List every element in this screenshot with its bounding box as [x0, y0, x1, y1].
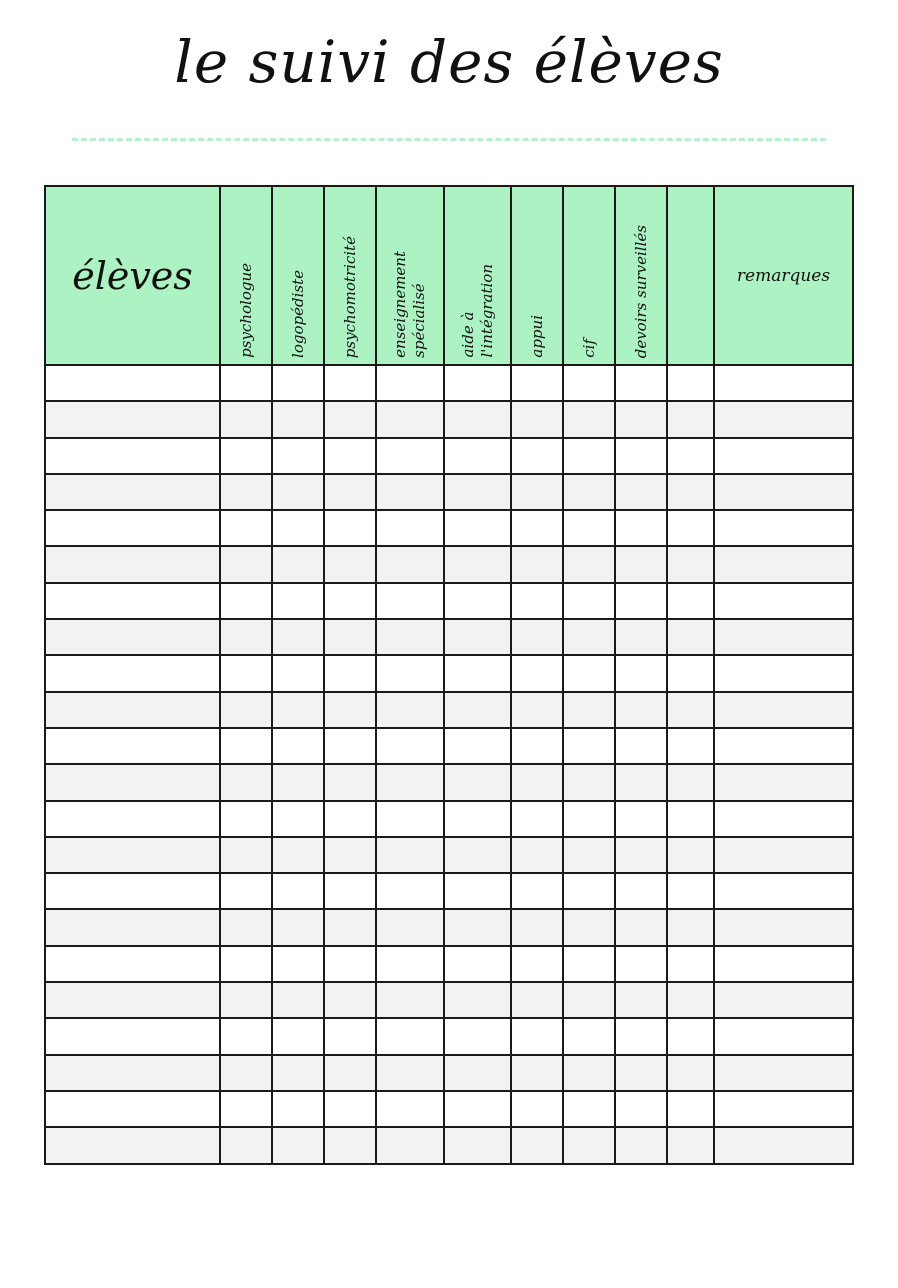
remarks-cell[interactable]: [714, 583, 853, 619]
student-name-cell[interactable]: [45, 438, 220, 474]
cell-enseignement-specialise[interactable]: [376, 909, 444, 945]
cell-psychomotricite[interactable]: [324, 619, 376, 655]
cell-aide-integration[interactable]: [444, 619, 511, 655]
column-label-aide-integration: aide à l'intégration: [458, 264, 496, 358]
table-row: [45, 655, 853, 691]
cell-blank[interactable]: [667, 438, 714, 474]
cell-psychomotricite[interactable]: [324, 1091, 376, 1127]
student-name-cell[interactable]: [45, 873, 220, 909]
remarks-cell[interactable]: [714, 438, 853, 474]
cell-psychologue[interactable]: [220, 365, 272, 401]
cell-psychomotricite[interactable]: [324, 1055, 376, 1091]
remarks-cell[interactable]: [714, 1018, 853, 1054]
cell-devoirs-surveilles[interactable]: [615, 1091, 667, 1127]
cell-psychologue[interactable]: [220, 909, 272, 945]
cell-cif[interactable]: [563, 1091, 615, 1127]
cell-logopediste[interactable]: [272, 873, 324, 909]
cell-devoirs-surveilles[interactable]: [615, 546, 667, 582]
cell-logopediste[interactable]: [272, 1018, 324, 1054]
cell-psychomotricite[interactable]: [324, 655, 376, 691]
cell-appui[interactable]: [511, 365, 563, 401]
cell-logopediste[interactable]: [272, 365, 324, 401]
cell-logopediste[interactable]: [272, 946, 324, 982]
column-label-appui: appui: [527, 315, 546, 358]
cell-psychomotricite[interactable]: [324, 546, 376, 582]
cell-enseignement-specialise[interactable]: [376, 873, 444, 909]
cell-aide-integration[interactable]: [444, 728, 511, 764]
cell-cif[interactable]: [563, 946, 615, 982]
cell-psychologue[interactable]: [220, 1055, 272, 1091]
student-name-cell[interactable]: [45, 655, 220, 691]
cell-blank[interactable]: [667, 982, 714, 1018]
cell-appui[interactable]: [511, 1018, 563, 1054]
header-row: [45, 186, 853, 365]
cell-cif[interactable]: [563, 728, 615, 764]
cell-devoirs-surveilles[interactable]: [615, 909, 667, 945]
remarks-cell[interactable]: [714, 837, 853, 873]
cell-aide-integration[interactable]: [444, 873, 511, 909]
cell-blank[interactable]: [667, 1055, 714, 1091]
students-header: élèves: [45, 186, 220, 365]
cell-logopediste[interactable]: [272, 982, 324, 1018]
table-body: [45, 365, 853, 1164]
table-row: [45, 1055, 853, 1091]
cell-enseignement-specialise[interactable]: [376, 546, 444, 582]
cell-enseignement-specialise[interactable]: [376, 474, 444, 510]
student-name-cell[interactable]: [45, 692, 220, 728]
remarks-header: remarques: [714, 186, 853, 365]
cell-enseignement-specialise[interactable]: [376, 619, 444, 655]
cell-psychologue[interactable]: [220, 837, 272, 873]
cell-blank[interactable]: [667, 365, 714, 401]
remarks-cell[interactable]: [714, 692, 853, 728]
table-row: [45, 801, 853, 837]
cell-blank[interactable]: [667, 728, 714, 764]
cell-enseignement-specialise[interactable]: [376, 510, 444, 546]
cell-aide-integration[interactable]: [444, 1055, 511, 1091]
column-label-enseignement-specialise: enseignement spécialisé: [391, 251, 428, 358]
cell-psychologue[interactable]: [220, 401, 272, 437]
remarks-cell[interactable]: [714, 909, 853, 945]
cell-aide-integration[interactable]: [444, 474, 511, 510]
column-header-enseignement-specialise: [376, 186, 444, 365]
cell-appui[interactable]: [511, 909, 563, 945]
cell-logopediste[interactable]: [272, 692, 324, 728]
cell-logopediste[interactable]: [272, 1055, 324, 1091]
cell-logopediste[interactable]: [272, 510, 324, 546]
cell-appui[interactable]: [511, 401, 563, 437]
cell-logopediste[interactable]: [272, 619, 324, 655]
remarks-cell[interactable]: [714, 510, 853, 546]
cell-appui[interactable]: [511, 728, 563, 764]
column-header-blank: [667, 186, 714, 365]
cell-devoirs-surveilles[interactable]: [615, 764, 667, 800]
student-name-cell[interactable]: [45, 401, 220, 437]
column-header-logopediste: [272, 186, 324, 365]
cell-blank[interactable]: [667, 583, 714, 619]
cell-appui[interactable]: [511, 1091, 563, 1127]
cell-psychologue[interactable]: [220, 546, 272, 582]
column-label-cif: cif: [579, 339, 598, 358]
cell-appui[interactable]: [511, 655, 563, 691]
column-label-psychologue: psychologue: [236, 263, 255, 358]
cell-enseignement-specialise[interactable]: [376, 982, 444, 1018]
cell-psychomotricite[interactable]: [324, 764, 376, 800]
cell-blank[interactable]: [667, 619, 714, 655]
cell-logopediste[interactable]: [272, 546, 324, 582]
cell-appui[interactable]: [511, 982, 563, 1018]
cell-blank[interactable]: [667, 401, 714, 437]
student-name-cell[interactable]: [45, 764, 220, 800]
cell-devoirs-surveilles[interactable]: [615, 1055, 667, 1091]
cell-appui[interactable]: [511, 510, 563, 546]
cell-psychomotricite[interactable]: [324, 510, 376, 546]
student-name-cell[interactable]: [45, 619, 220, 655]
cell-psychomotricite[interactable]: [324, 474, 376, 510]
cell-appui[interactable]: [511, 946, 563, 982]
cell-devoirs-surveilles[interactable]: [615, 619, 667, 655]
cell-appui[interactable]: [511, 801, 563, 837]
cell-blank[interactable]: [667, 692, 714, 728]
cell-blank[interactable]: [667, 764, 714, 800]
table-row: [45, 873, 853, 909]
cell-psychologue[interactable]: [220, 764, 272, 800]
remarks-cell[interactable]: [714, 1055, 853, 1091]
cell-psychomotricite[interactable]: [324, 946, 376, 982]
table-row: [45, 946, 853, 982]
student-name-cell[interactable]: [45, 365, 220, 401]
column-header-appui: [511, 186, 563, 365]
cell-logopediste[interactable]: [272, 438, 324, 474]
cell-blank[interactable]: [667, 837, 714, 873]
table-row: [45, 1091, 853, 1127]
cell-cif[interactable]: [563, 546, 615, 582]
column-header-psychologue: [220, 186, 272, 365]
cell-cif[interactable]: [563, 764, 615, 800]
cell-cif[interactable]: [563, 1127, 615, 1163]
cell-logopediste[interactable]: [272, 655, 324, 691]
remarks-cell[interactable]: [714, 728, 853, 764]
cell-enseignement-specialise[interactable]: [376, 365, 444, 401]
cell-blank[interactable]: [667, 474, 714, 510]
cell-psychomotricite[interactable]: [324, 692, 376, 728]
cell-enseignement-specialise[interactable]: [376, 1127, 444, 1163]
table-row: [45, 546, 853, 582]
cell-psychomotricite[interactable]: [324, 583, 376, 619]
tracking-table: [44, 185, 854, 1165]
cell-psychologue[interactable]: [220, 474, 272, 510]
cell-psychologue[interactable]: [220, 1091, 272, 1127]
cell-appui[interactable]: [511, 764, 563, 800]
cell-enseignement-specialise[interactable]: [376, 583, 444, 619]
cell-psychologue[interactable]: [220, 619, 272, 655]
cell-enseignement-specialise[interactable]: [376, 438, 444, 474]
cell-enseignement-specialise[interactable]: [376, 655, 444, 691]
table-row: [45, 438, 853, 474]
cell-aide-integration[interactable]: [444, 982, 511, 1018]
student-name-cell[interactable]: [45, 474, 220, 510]
student-name-cell[interactable]: [45, 801, 220, 837]
cell-appui[interactable]: [511, 438, 563, 474]
cell-devoirs-surveilles[interactable]: [615, 801, 667, 837]
cell-psychologue[interactable]: [220, 510, 272, 546]
cell-cif[interactable]: [563, 692, 615, 728]
cell-enseignement-specialise[interactable]: [376, 1018, 444, 1054]
cell-enseignement-specialise[interactable]: [376, 1091, 444, 1127]
cell-cif[interactable]: [563, 438, 615, 474]
cell-psychomotricite[interactable]: [324, 401, 376, 437]
table-row: [45, 583, 853, 619]
remarks-cell[interactable]: [714, 619, 853, 655]
cell-blank[interactable]: [667, 655, 714, 691]
cell-devoirs-surveilles[interactable]: [615, 982, 667, 1018]
cell-logopediste[interactable]: [272, 764, 324, 800]
column-header-psychomotricite: [324, 186, 376, 365]
cell-aide-integration[interactable]: [444, 764, 511, 800]
column-header-devoirs-surveilles: [615, 186, 667, 365]
cell-aide-integration[interactable]: [444, 401, 511, 437]
cell-logopediste[interactable]: [272, 909, 324, 945]
cell-logopediste[interactable]: [272, 728, 324, 764]
remarks-cell[interactable]: [714, 546, 853, 582]
cell-aide-integration[interactable]: [444, 692, 511, 728]
column-label-logopediste: logopédiste: [288, 270, 307, 358]
cell-appui[interactable]: [511, 837, 563, 873]
cell-blank[interactable]: [667, 1018, 714, 1054]
cell-aide-integration[interactable]: [444, 365, 511, 401]
cell-blank[interactable]: [667, 546, 714, 582]
cell-cif[interactable]: [563, 982, 615, 1018]
cell-aide-integration[interactable]: [444, 1127, 511, 1163]
cell-enseignement-specialise[interactable]: [376, 1055, 444, 1091]
student-name-cell[interactable]: [45, 837, 220, 873]
cell-cif[interactable]: [563, 619, 615, 655]
cell-psychomotricite[interactable]: [324, 728, 376, 764]
cell-psychomotricite[interactable]: [324, 837, 376, 873]
student-name-cell[interactable]: [45, 1127, 220, 1163]
cell-logopediste[interactable]: [272, 837, 324, 873]
cell-cif[interactable]: [563, 655, 615, 691]
cell-psychologue[interactable]: [220, 801, 272, 837]
table-row: [45, 510, 853, 546]
cell-enseignement-specialise[interactable]: [376, 764, 444, 800]
cell-logopediste[interactable]: [272, 801, 324, 837]
cell-blank[interactable]: [667, 1127, 714, 1163]
cell-blank[interactable]: [667, 946, 714, 982]
cell-psychologue[interactable]: [220, 655, 272, 691]
remarks-cell[interactable]: [714, 764, 853, 800]
cell-psychologue[interactable]: [220, 728, 272, 764]
cell-psychomotricite[interactable]: [324, 1127, 376, 1163]
cell-appui[interactable]: [511, 692, 563, 728]
cell-logopediste[interactable]: [272, 401, 324, 437]
cell-psychomotricite[interactable]: [324, 438, 376, 474]
table-row: [45, 1018, 853, 1054]
cell-devoirs-surveilles[interactable]: [615, 474, 667, 510]
cell-cif[interactable]: [563, 837, 615, 873]
table-row: [45, 982, 853, 1018]
remarks-cell[interactable]: [714, 873, 853, 909]
cell-aide-integration[interactable]: [444, 909, 511, 945]
remarks-cell[interactable]: [714, 946, 853, 982]
cell-aide-integration[interactable]: [444, 1091, 511, 1127]
cell-blank[interactable]: [667, 909, 714, 945]
student-name-cell[interactable]: [45, 728, 220, 764]
table-row: [45, 619, 853, 655]
cell-devoirs-surveilles[interactable]: [615, 401, 667, 437]
cell-aide-integration[interactable]: [444, 837, 511, 873]
cell-devoirs-surveilles[interactable]: [615, 1018, 667, 1054]
cell-cif[interactable]: [563, 474, 615, 510]
student-name-cell[interactable]: [45, 982, 220, 1018]
cell-psychomotricite[interactable]: [324, 365, 376, 401]
cell-psychologue[interactable]: [220, 438, 272, 474]
title-divider: [72, 138, 826, 141]
cell-cif[interactable]: [563, 1055, 615, 1091]
remarks-cell[interactable]: [714, 1127, 853, 1163]
table-row: [45, 728, 853, 764]
remarks-cell[interactable]: [714, 474, 853, 510]
remarks-cell[interactable]: [714, 1091, 853, 1127]
cell-cif[interactable]: [563, 510, 615, 546]
cell-appui[interactable]: [511, 474, 563, 510]
student-name-cell[interactable]: [45, 510, 220, 546]
cell-blank[interactable]: [667, 1091, 714, 1127]
cell-devoirs-surveilles[interactable]: [615, 692, 667, 728]
student-name-cell[interactable]: [45, 1018, 220, 1054]
cell-enseignement-specialise[interactable]: [376, 692, 444, 728]
table-row: [45, 401, 853, 437]
cell-devoirs-surveilles[interactable]: [615, 438, 667, 474]
cell-psychomotricite[interactable]: [324, 1018, 376, 1054]
cell-aide-integration[interactable]: [444, 438, 511, 474]
page-title: le suivi des élèves: [174, 28, 724, 96]
column-header-aide-integration: [444, 186, 511, 365]
cell-devoirs-surveilles[interactable]: [615, 1127, 667, 1163]
cell-appui[interactable]: [511, 1055, 563, 1091]
cell-devoirs-surveilles[interactable]: [615, 510, 667, 546]
cell-aide-integration[interactable]: [444, 801, 511, 837]
cell-devoirs-surveilles[interactable]: [615, 873, 667, 909]
cell-psychologue[interactable]: [220, 946, 272, 982]
cell-aide-integration[interactable]: [444, 583, 511, 619]
cell-aide-integration[interactable]: [444, 510, 511, 546]
cell-aide-integration[interactable]: [444, 655, 511, 691]
cell-cif[interactable]: [563, 583, 615, 619]
cell-psychologue[interactable]: [220, 873, 272, 909]
cell-enseignement-specialise[interactable]: [376, 837, 444, 873]
cell-devoirs-surveilles[interactable]: [615, 365, 667, 401]
column-label-devoirs-surveilles: devoirs surveillés: [631, 224, 650, 358]
student-name-cell[interactable]: [45, 946, 220, 982]
student-name-cell[interactable]: [45, 1091, 220, 1127]
cell-devoirs-surveilles[interactable]: [615, 655, 667, 691]
cell-logopediste[interactable]: [272, 1091, 324, 1127]
table-row: [45, 1127, 853, 1163]
cell-blank[interactable]: [667, 510, 714, 546]
cell-psychomotricite[interactable]: [324, 909, 376, 945]
cell-logopediste[interactable]: [272, 583, 324, 619]
cell-logopediste[interactable]: [272, 1127, 324, 1163]
table-row: [45, 365, 853, 401]
cell-psychologue[interactable]: [220, 692, 272, 728]
remarks-cell[interactable]: [714, 655, 853, 691]
cell-appui[interactable]: [511, 1127, 563, 1163]
table-row: [45, 474, 853, 510]
table-row: [45, 764, 853, 800]
cell-devoirs-surveilles[interactable]: [615, 837, 667, 873]
cell-enseignement-specialise[interactable]: [376, 401, 444, 437]
cell-aide-integration[interactable]: [444, 946, 511, 982]
table-row: [45, 909, 853, 945]
remarks-cell[interactable]: [714, 801, 853, 837]
table-row: [45, 837, 853, 873]
cell-appui[interactable]: [511, 873, 563, 909]
cell-devoirs-surveilles[interactable]: [615, 728, 667, 764]
cell-psychomotricite[interactable]: [324, 982, 376, 1018]
cell-enseignement-specialise[interactable]: [376, 728, 444, 764]
cell-cif[interactable]: [563, 365, 615, 401]
cell-logopediste[interactable]: [272, 474, 324, 510]
column-label-psychomotricite: psychomotricité: [340, 235, 359, 358]
cell-cif[interactable]: [563, 873, 615, 909]
cell-appui[interactable]: [511, 546, 563, 582]
cell-psychologue[interactable]: [220, 982, 272, 1018]
cell-blank[interactable]: [667, 801, 714, 837]
cell-psychomotricite[interactable]: [324, 873, 376, 909]
student-name-cell[interactable]: [45, 1055, 220, 1091]
column-header-cif: [563, 186, 615, 365]
remarks-cell[interactable]: [714, 401, 853, 437]
student-name-cell[interactable]: [45, 546, 220, 582]
cell-psychologue[interactable]: [220, 583, 272, 619]
cell-devoirs-surveilles[interactable]: [615, 946, 667, 982]
cell-enseignement-specialise[interactable]: [376, 801, 444, 837]
remarks-cell[interactable]: [714, 365, 853, 401]
cell-cif[interactable]: [563, 401, 615, 437]
cell-appui[interactable]: [511, 583, 563, 619]
remarks-cell[interactable]: [714, 982, 853, 1018]
cell-cif[interactable]: [563, 1018, 615, 1054]
cell-psychologue[interactable]: [220, 1018, 272, 1054]
cell-enseignement-specialise[interactable]: [376, 946, 444, 982]
cell-devoirs-surveilles[interactable]: [615, 583, 667, 619]
table-row: [45, 692, 853, 728]
cell-psychologue[interactable]: [220, 1127, 272, 1163]
cell-cif[interactable]: [563, 801, 615, 837]
student-name-cell[interactable]: [45, 909, 220, 945]
cell-blank[interactable]: [667, 873, 714, 909]
cell-appui[interactable]: [511, 619, 563, 655]
cell-cif[interactable]: [563, 909, 615, 945]
cell-psychomotricite[interactable]: [324, 801, 376, 837]
student-name-cell[interactable]: [45, 583, 220, 619]
cell-aide-integration[interactable]: [444, 546, 511, 582]
cell-aide-integration[interactable]: [444, 1018, 511, 1054]
